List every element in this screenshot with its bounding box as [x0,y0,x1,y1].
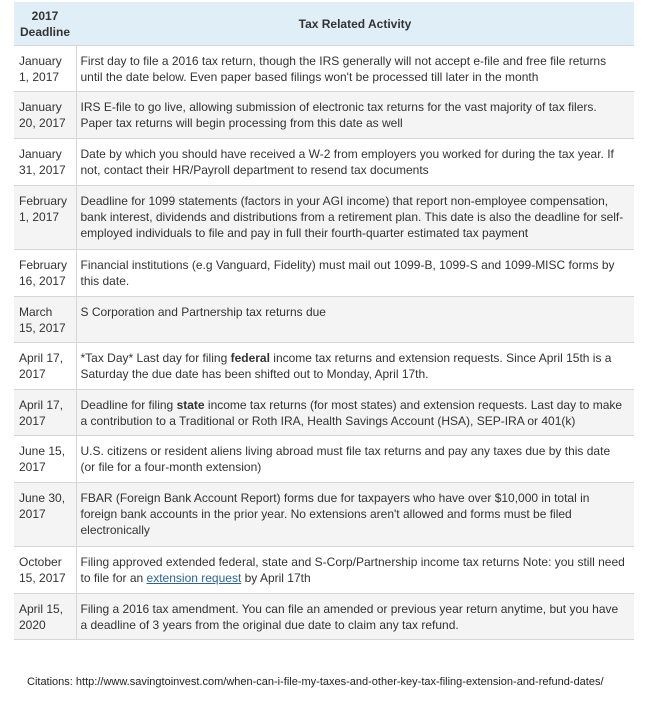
deadline-line2: 2017 [19,414,46,428]
activity-text-bold: federal [230,351,270,365]
table-row [14,139,634,186]
deadline-cell [14,250,76,297]
table-row [14,46,634,92]
deadline-cell [14,594,76,640]
activity-cell: Filing a 2016 tax amendment. You can file an amended or previous year return anytime, but you have a deadline of 3 years from the original due date to claim any tax refund. [76,594,634,640]
table-row [14,343,634,390]
deadline-line2: 1, 2017 [19,70,60,84]
activity-column-header: Tax Related Activity [76,2,634,46]
activity-text-post: by April 17th [241,571,311,585]
tax-calendar-table-wrapper [14,2,634,640]
activity-cell: Deadline for 1099 statements (factors in your AGI income) that report non-employee compensation, bank interest, dividends and distributions from a retirement plan. This date is also the deadline for self-employed individuals to file and pay in full their fourth-quarter estimated tax payment [76,186,634,250]
deadline-line1: April 17, [19,398,64,412]
deadline-column-header [14,2,76,46]
activity-cell: FBAR (Foreign Bank Account Report) forms due for taxpayers who have over $10,000 in total in foreign bank accounts in the prior year. No extensions aren't allowed and forms must be filed electronically [76,483,634,547]
table-row [14,250,634,297]
deadline-line2: 2017 [19,460,46,474]
deadline-line1: January [19,147,62,161]
deadline-line2: 31, 2017 [19,163,66,177]
activity-cell: First day to file a 2016 tax return, though the IRS generally will not accept e-file and free file returns until the date below. Even paper based filings won't be processed till later in the month [76,46,634,92]
activity-cell [76,547,634,594]
activity-text-pre: Deadline for filing [80,398,177,412]
citation-url: http://www.savingtoinvest.com/when-can-i-file-my-taxes-and-other-key-tax-filing-extension-and-refund-dates/ [75,676,604,688]
deadline-cell [14,46,76,92]
deadline-line2: 2017 [19,367,46,381]
extension-request-link[interactable]: extension request [146,571,242,585]
activity-cell: Date by which you should have received a W-2 from employers you worked for during the tax year. If not, contact their HR/Payroll department to resend tax documents [76,139,634,186]
table-row [14,483,634,547]
activity-cell: S Corporation and Partnership tax returns due [76,297,634,343]
deadline-cell [14,390,76,436]
deadline-cell [14,436,76,483]
deadline-line1: June 30, [19,491,66,505]
deadline-cell [14,547,76,594]
citation-label: Citations: [27,676,73,688]
deadline-cell [14,186,76,250]
deadline-line1: April 17, [19,351,64,365]
deadline-line2: 15, 2017 [19,571,66,585]
deadline-line1: April 15, [19,602,64,616]
deadline-line2: 2017 [19,507,46,521]
deadline-line2: 2020 [19,618,46,632]
deadline-cell [14,483,76,547]
activity-text-post: income tax returns and extension requests. Since April 15th is a Saturday the due date has been shifted out to Monday, April 17th. [80,351,612,381]
deadline-line2: 20, 2017 [19,116,66,130]
activity-text-pre: *Tax Day* Last day for filing [80,351,231,365]
activity-text-pre: Filing approved extended federal, state and S-Corp/Partnership income tax returns Note: you still need to file for an [80,555,625,585]
deadline-line2: 15, 2017 [19,321,66,335]
table-row [14,186,634,250]
table-row [14,594,634,640]
table-row [14,390,634,436]
activity-text-bold: state [176,398,205,412]
table-row [14,297,634,343]
deadline-line1: January [19,100,62,114]
deadline-line2: 1, 2017 [19,210,60,224]
deadline-line1: March [19,305,53,319]
activity-text-post: income tax returns (for most states) and extension requests. Last day to make a contribution to a Traditional or Roth IRA, Health Savings Account (HSA), SEP-IRA or 401(k) [80,398,623,428]
table-row [14,92,634,139]
deadline-line1: October [19,555,62,569]
deadline-cell [14,343,76,390]
deadline-line1: January [19,54,62,68]
deadline-line2: 16, 2017 [19,274,66,288]
deadline-cell [14,139,76,186]
tax-calendar-table [14,2,634,640]
citation [27,676,604,688]
table-row [14,547,634,594]
activity-cell: U.S. citizens or resident aliens living abroad must file tax returns and pay any taxes due by this date (or file for a four-month extension) [76,436,634,483]
activity-cell: IRS E-file to go live, allowing submission of electronic tax returns for the vast majority of tax filers. Paper tax returns will begin processing from this date as well [76,92,634,139]
activity-cell [76,343,634,390]
table-row [14,436,634,483]
activity-cell [76,390,634,436]
deadline-line1: February [19,194,68,208]
activity-cell: Financial institutions (e.g Vanguard, Fidelity) must mail out 1099-B, 1099-S and 1099-MISC forms by this date. [76,250,634,297]
deadline-header-line1: 2017 [31,8,59,23]
deadline-line1: February [19,258,68,272]
deadline-header-line2: Deadline [19,24,70,39]
deadline-cell [14,297,76,343]
deadline-line1: June 15, [19,444,66,458]
table-header-row [14,2,634,46]
deadline-cell [14,92,76,139]
